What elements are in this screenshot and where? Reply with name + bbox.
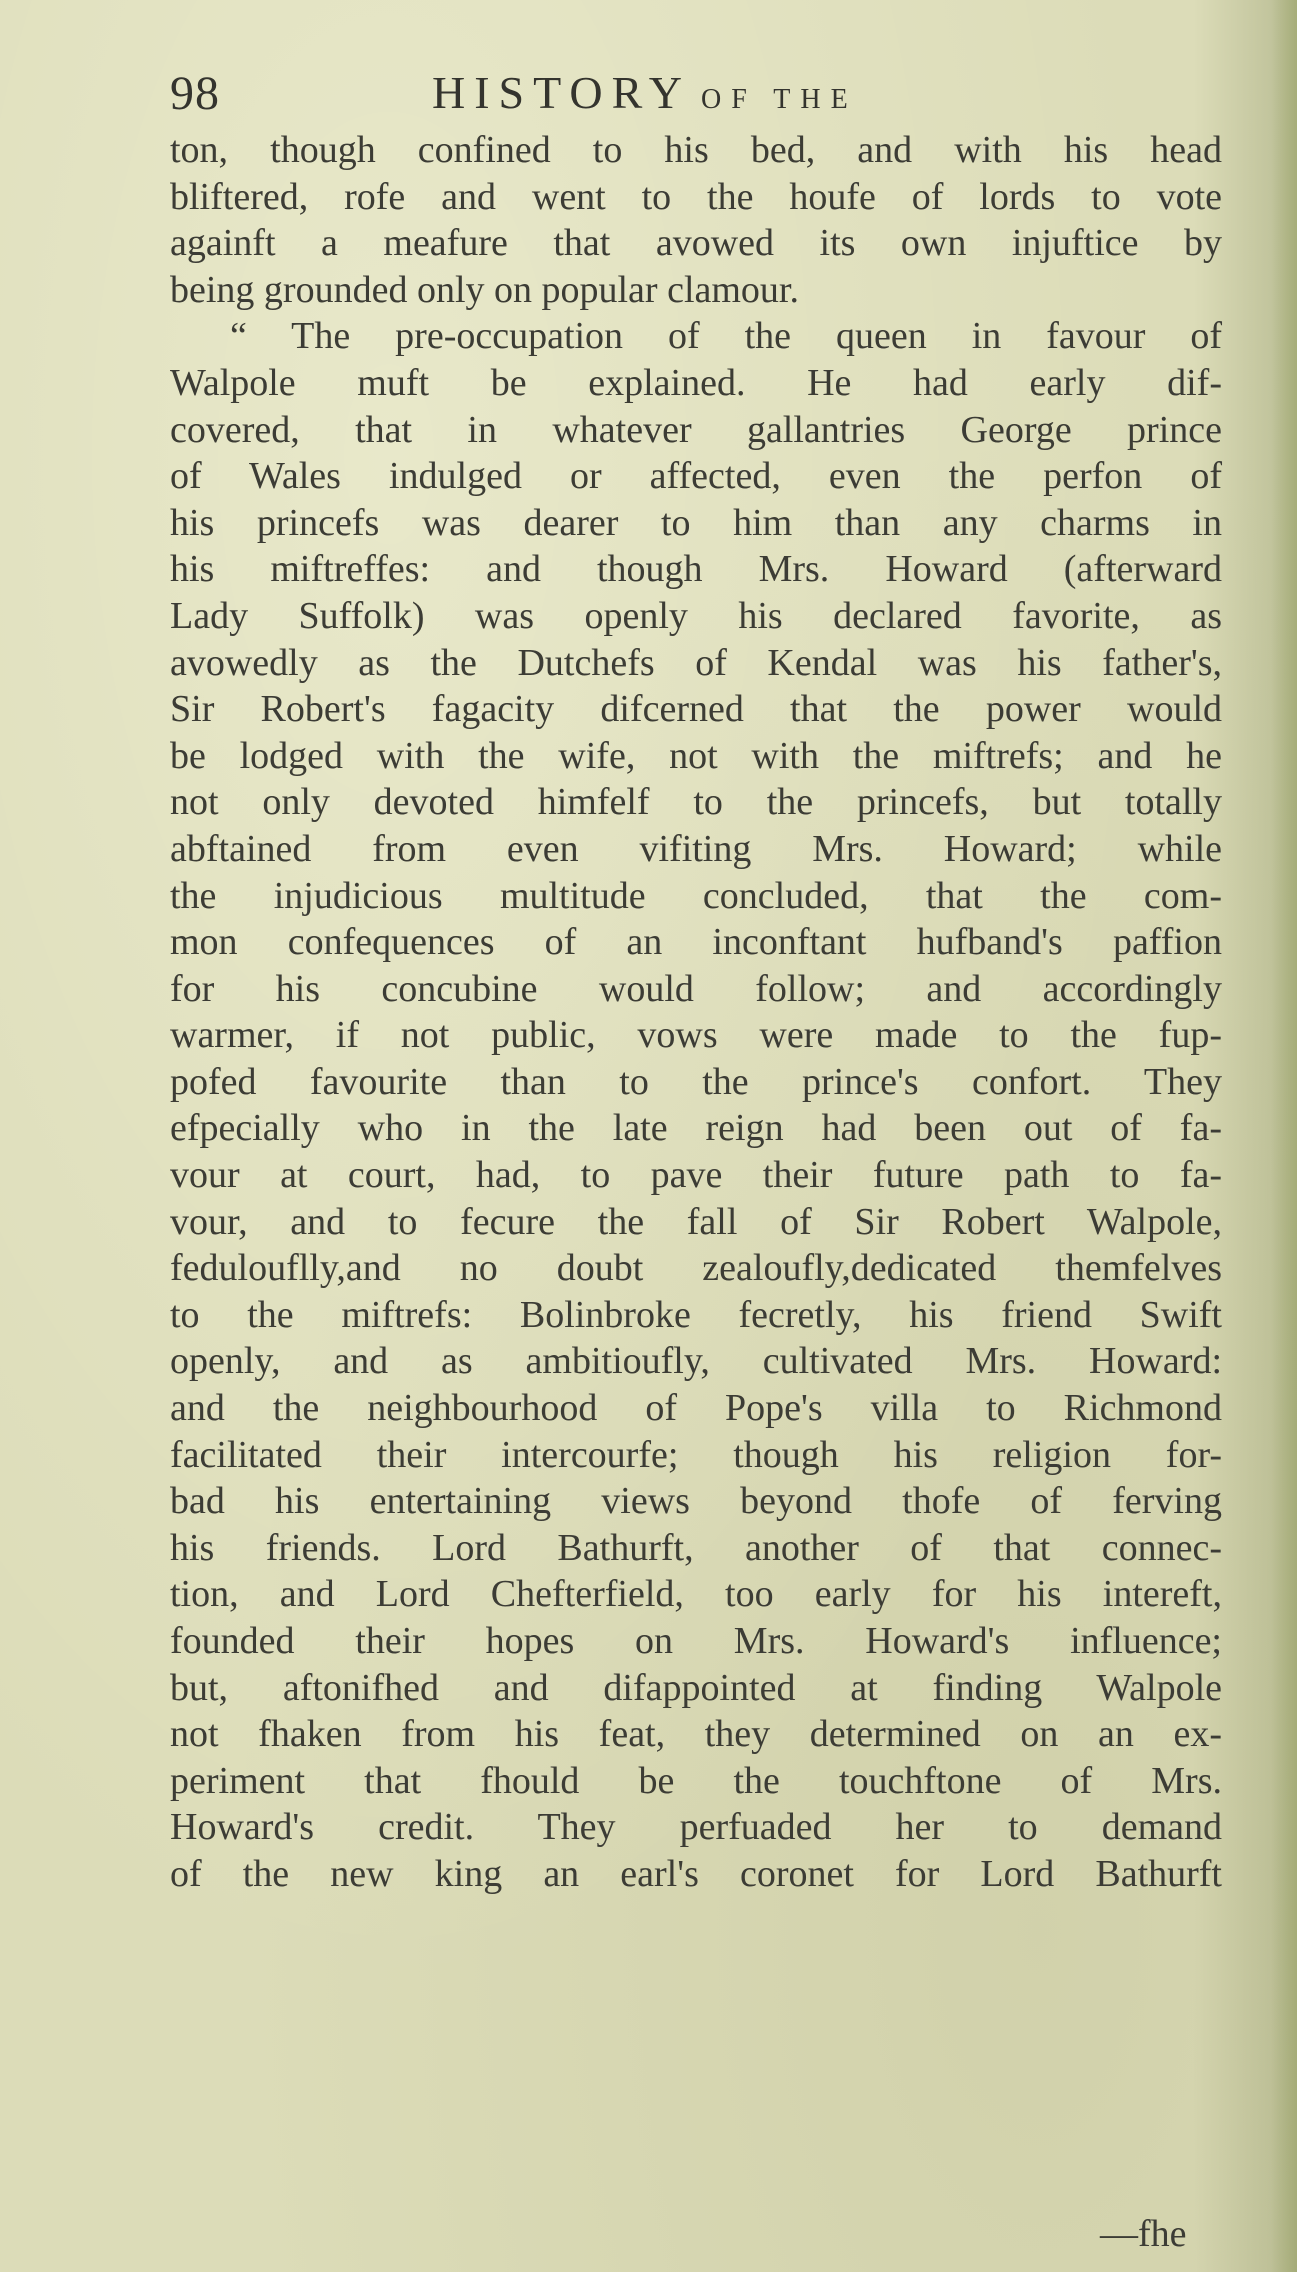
text-line: abftained from even vifiting Mrs. Howard; while	[170, 827, 1222, 870]
text-line: vour at court, had, to pave their future path to fa-	[170, 1154, 1222, 1197]
text-line: mon confequences of an inconftant hufband's paffion	[170, 921, 1222, 964]
text-line: pofed favourite than to the prince's confort. They	[170, 1060, 1222, 1103]
text-line: Sir Robert's fagacity difcerned that the power would	[170, 688, 1222, 731]
text-line: to the miftrefs: Bolinbroke fecretly, his friend Swift	[170, 1293, 1222, 1336]
text-line: Lady Suffolk) was openly his declared favorite, as	[170, 594, 1222, 637]
text-line: his princefs was dearer to him than any charms in	[170, 501, 1222, 544]
running-title-main: HISTORY	[432, 67, 691, 118]
text-line: of Wales indulged or affected, even the perfon of	[170, 455, 1222, 498]
text-line: his miftreffes: and though Mrs. Howard (afterward	[170, 548, 1222, 591]
text-line: founded their hopes on Mrs. Howard's influence;	[170, 1620, 1222, 1662]
text-line: facilitated their intercourfe; though his religion for-	[170, 1433, 1222, 1476]
text-line: Howard's credit. They perfuaded her to demand	[170, 1806, 1222, 1849]
text-line: openly, and as ambitioufly, cultivated Mrs. Howard:	[170, 1340, 1222, 1383]
text-line: being grounded only on popular clamour.	[170, 268, 799, 311]
text-line: tion, and Lord Chefterfield, too early for his intereft,	[170, 1573, 1222, 1616]
text-line: be lodged with the wife, not with the miftrefs; and he	[170, 734, 1222, 777]
running-title	[432, 66, 858, 119]
text-line: againft a meafure that avowed its own injuftice by	[170, 222, 1222, 265]
paragraph-start-line: “ The pre-occupation of the queen in favour of	[230, 315, 1222, 358]
text-line: of the new king an earl's coronet for Lord Bathurft	[170, 1852, 1222, 1895]
text-line: vour, and to fecure the fall of Sir Robert Walpole,	[170, 1200, 1222, 1243]
text-line: but, aftonifhed and difappointed at finding Walpole	[170, 1666, 1222, 1709]
page-edge-shadow	[1271, 0, 1297, 2272]
running-title-small: OF THE	[700, 84, 858, 115]
text-line: his friends. Lord Bathurft, another of that connec-	[170, 1526, 1222, 1569]
text-line: covered, that in whatever gallantries George prince	[170, 408, 1222, 451]
text-line: bad his entertaining views beyond thofe of ferving	[170, 1480, 1222, 1523]
text-line: fedulouflly,and no doubt zealoufly,dedicated themfelves	[170, 1247, 1222, 1290]
text-line: warmer, if not public, vows were made to the fup-	[170, 1014, 1222, 1057]
text-line: periment that fhould be the touchftone of Mrs.	[170, 1759, 1222, 1802]
text-line: ton, though confined to his bed, and with his head	[170, 129, 1222, 171]
text-line: and the neighbourhood of Pope's villa to Richmond	[170, 1387, 1222, 1430]
text-line: not only devoted himfelf to the princefs, but totally	[170, 781, 1222, 824]
catchword: —fhe	[1100, 2213, 1187, 2255]
text-line: the injudicious multitude concluded, that the com-	[170, 874, 1222, 917]
text-line: efpecially who in the late reign had been out of fa-	[170, 1107, 1222, 1150]
text-line: not fhaken from his feat, they determined on an ex-	[170, 1713, 1222, 1756]
text-line: avowedly as the Dutchefs of Kendal was his father's,	[170, 641, 1222, 684]
page-number: 98	[170, 67, 220, 120]
text-line: Walpole muft be explained. He had early dif-	[170, 361, 1222, 404]
body-text	[170, 127, 1222, 1898]
text-line: bliftered, rofe and went to the houfe of lords to vote	[170, 175, 1222, 218]
running-header	[170, 66, 1050, 136]
text-line: for his concubine would follow; and accordingly	[170, 967, 1222, 1010]
